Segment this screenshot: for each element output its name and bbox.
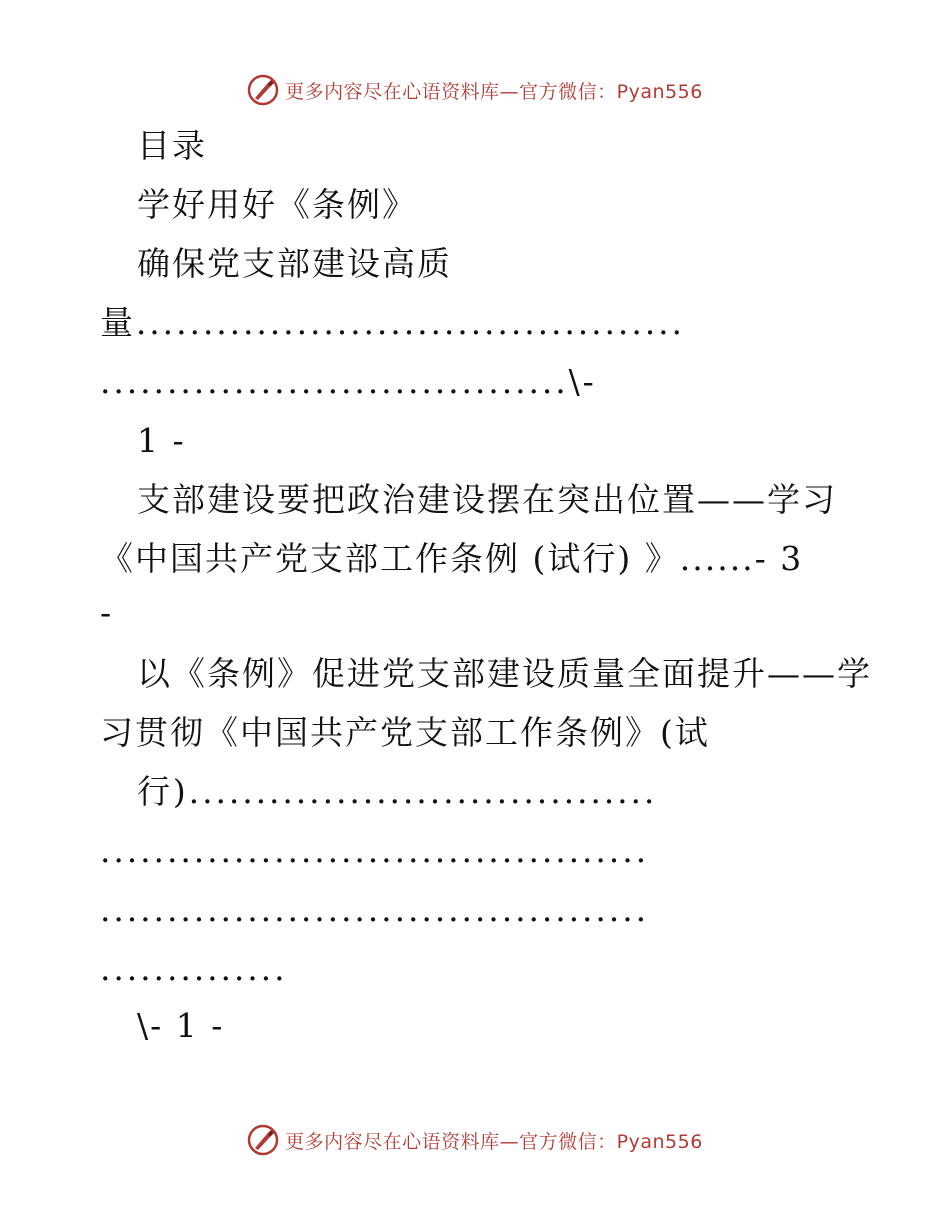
toc-heading: 目录	[137, 126, 207, 165]
watermark-footer	[0, 1120, 950, 1160]
toc-line: 确保党支部建设高质	[137, 244, 452, 283]
toc-line: 行)...................................	[137, 772, 658, 811]
watermark-text: 更多内容尽在心语资料库—官方微信：Pyan556	[285, 80, 703, 103]
toc-line: 习贯彻《中国共产党支部工作条例》(试	[100, 713, 710, 752]
toc-line: ...................................\-	[100, 362, 597, 401]
watermark-header	[0, 70, 950, 110]
toc-page-number: \- 1 -	[137, 1006, 225, 1045]
toc-line: ..............	[100, 949, 288, 988]
toc-line: 以《条例》促进党支部建设质量全面提升——学	[137, 654, 872, 693]
toc-line: 量.........................................	[100, 303, 685, 342]
pen-logo-icon	[247, 1124, 279, 1156]
pen-logo-icon	[247, 74, 279, 106]
watermark-text: 更多内容尽在心语资料库—官方微信：Pyan556	[285, 1130, 703, 1153]
toc-line: 支部建设要把政治建设摆在突出位置——学习	[137, 480, 837, 519]
toc-line: .........................................	[100, 831, 649, 870]
toc-page-number: 1 -	[137, 421, 186, 460]
toc-line: 学好用好《条例》	[137, 185, 417, 224]
toc-line: 《中国共产党支部工作条例 (试行) 》......- 3	[100, 539, 804, 578]
toc-page-number: -	[100, 593, 114, 632]
toc-line: .........................................	[100, 890, 649, 929]
